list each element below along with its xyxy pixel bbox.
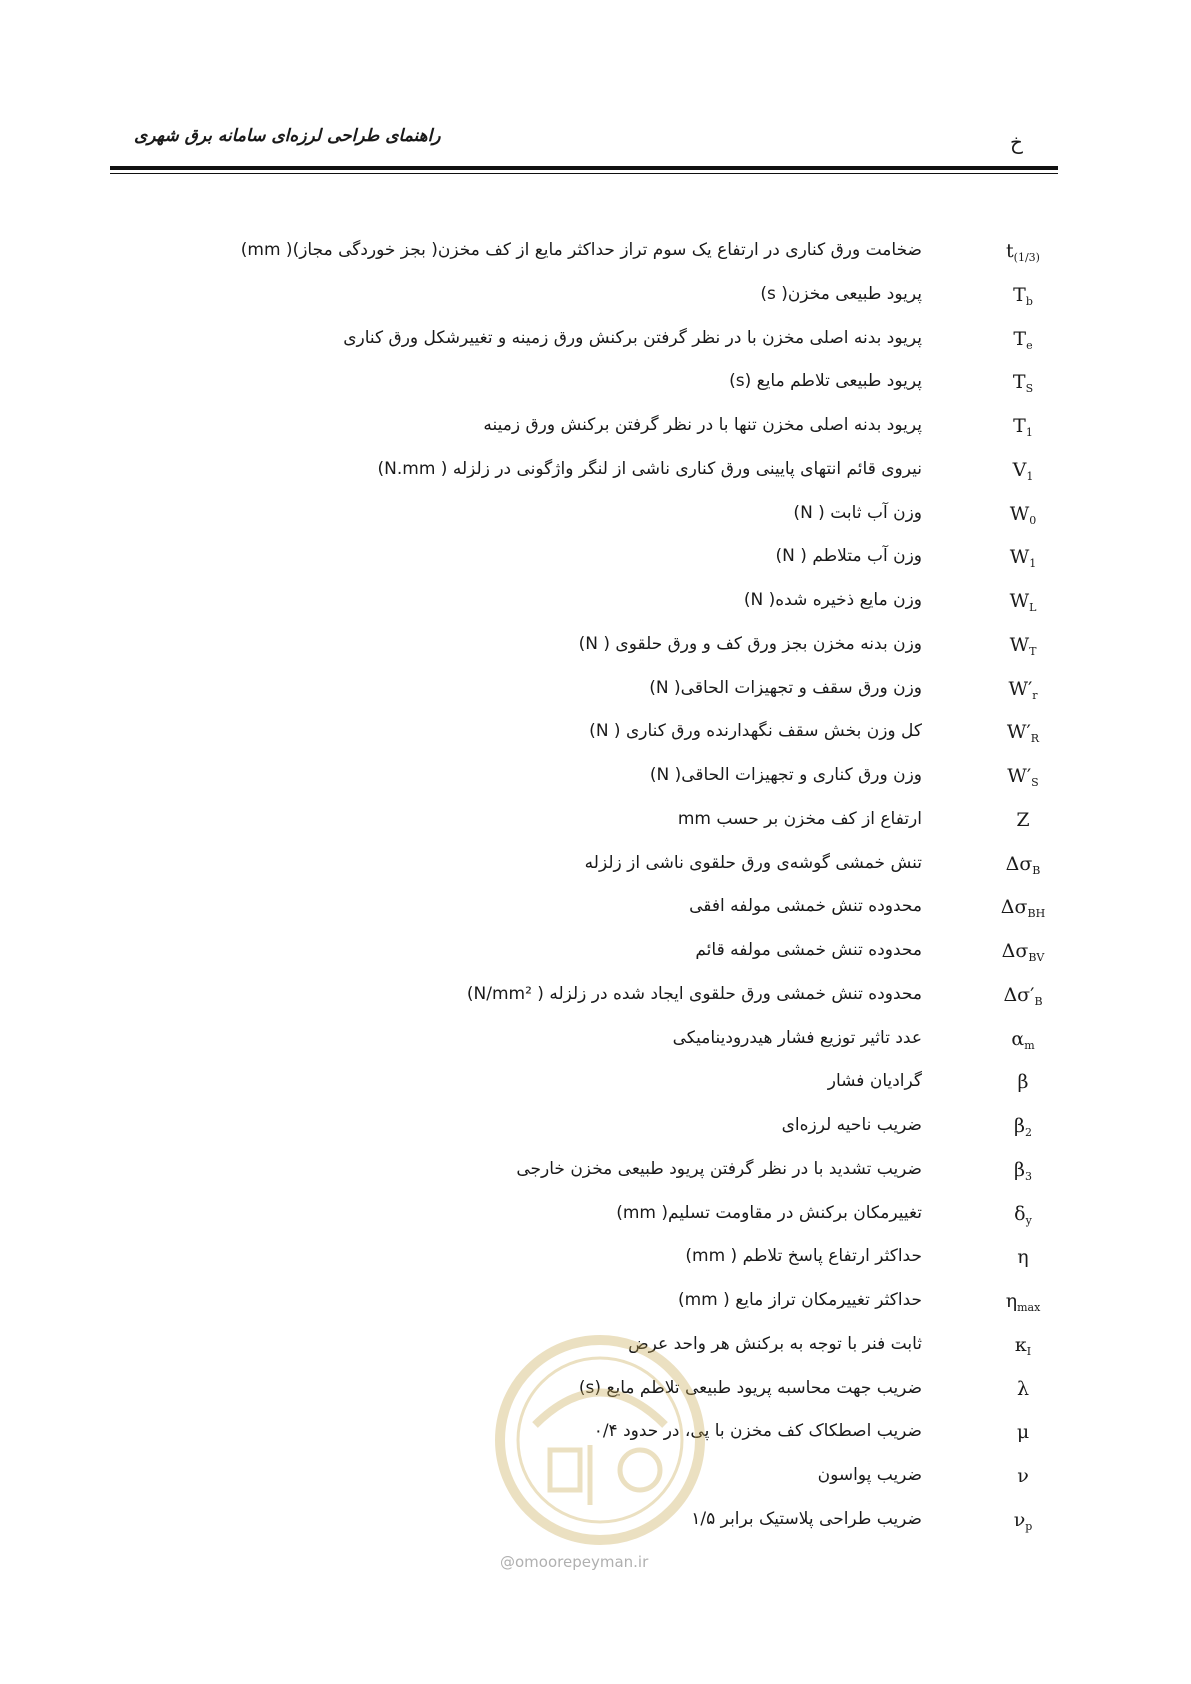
symbol-description: پریود بدنه اصلی مخزن با در نظر گرفتن برکنش ورق زمینه و تغییرشکل ورق کناری bbox=[343, 327, 922, 348]
symbol-description: ضریب طراحی پلاستیک برابر ۱/۵ bbox=[691, 1508, 922, 1529]
symbol-subscript: m bbox=[1024, 1038, 1035, 1052]
symbol bbox=[978, 240, 1068, 264]
symbol-base: W bbox=[1009, 633, 1030, 656]
symbol-base: λ bbox=[1016, 1377, 1030, 1400]
symbol-subscript: 1 bbox=[1029, 557, 1037, 571]
symbol-prime: ′ bbox=[1026, 721, 1031, 744]
symbol-base: T bbox=[1013, 415, 1026, 437]
symbol-row bbox=[150, 1508, 1033, 1553]
symbol-row bbox=[150, 1465, 1030, 1509]
symbol-subscript: 0 bbox=[1029, 513, 1037, 527]
symbol-base: W bbox=[1006, 721, 1027, 744]
symbol bbox=[978, 284, 1068, 308]
symbol-row bbox=[150, 327, 1033, 372]
symbol-row bbox=[150, 458, 1034, 503]
symbol-subscript: 1 bbox=[1026, 469, 1034, 483]
symbol-description: وزن ورق سقف و تجهیزات الحاقی( N) bbox=[649, 677, 922, 698]
symbol bbox=[978, 1115, 1068, 1139]
symbol-row bbox=[150, 677, 1038, 722]
symbol-subscript: S bbox=[1025, 382, 1034, 396]
symbol bbox=[978, 1465, 1068, 1487]
symbol-description: ارتفاع از کف مخزن بر حسب mm bbox=[677, 808, 922, 829]
symbol-base: κ bbox=[1014, 1333, 1027, 1356]
watermark-url: @omoorepeyman.ir bbox=[500, 1553, 649, 1571]
symbol-description: عدد تاثیر توزیع فشار هیدرودینامیکی bbox=[672, 1027, 922, 1048]
symbol bbox=[978, 1334, 1068, 1358]
symbol-row bbox=[150, 590, 1037, 634]
symbol-description: ضریب جهت محاسبه پریود طبیعی تلاطم مایع (s) bbox=[578, 1377, 922, 1398]
symbol-row bbox=[150, 1421, 1030, 1465]
symbol-row bbox=[150, 940, 1045, 984]
symbol-row bbox=[150, 1203, 1030, 1247]
symbol-description: گرادیان فشار bbox=[827, 1071, 922, 1092]
symbol bbox=[978, 678, 1068, 702]
symbol-row bbox=[150, 415, 1033, 459]
symbol bbox=[978, 896, 1068, 920]
symbol bbox=[978, 984, 1068, 1008]
symbol-subscript: r bbox=[1032, 688, 1038, 702]
symbol-base: β bbox=[1014, 1115, 1025, 1137]
symbol-base: T bbox=[1013, 327, 1027, 350]
symbol-row bbox=[150, 983, 1043, 1028]
symbol-base: η bbox=[1017, 1246, 1029, 1269]
symbol-subscript: p bbox=[1025, 1519, 1033, 1533]
symbol bbox=[978, 853, 1068, 877]
symbol-base: Δσ bbox=[1003, 983, 1031, 1006]
symbol-description: محدوده تنش خمشی مولفه افقی bbox=[689, 896, 922, 917]
symbol-description: نیروی قائم انتهای پایینی ورق کناری ناشی از لنگر واژگونی در زلزله ( N.mm) bbox=[377, 458, 922, 479]
symbol bbox=[978, 459, 1068, 483]
symbol-description: حداکثر تغییرمکان تراز مایع ( mm) bbox=[677, 1290, 922, 1310]
symbol-base: T bbox=[1013, 283, 1026, 306]
symbol-description: ضریب اصطکاک کف مخزن با پی، در حدود ۰/۴ bbox=[593, 1421, 922, 1442]
symbol-description: پریود بدنه اصلی مخزن تنها با در نظر گرفتن برکنش ورق زمینه bbox=[483, 415, 922, 435]
symbol-subscript: I bbox=[1026, 1344, 1032, 1358]
symbol-base: Δσ bbox=[1000, 896, 1028, 919]
symbol-row bbox=[150, 809, 1030, 853]
symbol-subscript: B bbox=[1032, 863, 1041, 877]
symbol-list bbox=[150, 240, 1046, 1553]
symbol-subscript: T bbox=[1029, 644, 1037, 658]
symbol bbox=[978, 371, 1068, 395]
symbol-row bbox=[150, 721, 1040, 765]
symbol-prime: ′ bbox=[1027, 677, 1033, 700]
symbol-description: ضریب تشدید با در نظر گرفتن پریود طبیعی مخزن خارجی bbox=[516, 1158, 922, 1179]
symbol-row bbox=[150, 502, 1037, 547]
symbol bbox=[978, 503, 1068, 527]
symbol bbox=[978, 634, 1068, 658]
symbol-subscript: y bbox=[1025, 1213, 1032, 1227]
symbol-row bbox=[150, 283, 1033, 328]
page-number: خ bbox=[1010, 130, 1023, 154]
symbol-description: وزن آب ثابت ( N) bbox=[793, 502, 922, 523]
symbol-prime: ′ bbox=[1026, 765, 1032, 787]
symbol-base: t bbox=[1006, 240, 1014, 262]
symbol-row bbox=[150, 852, 1041, 897]
symbol bbox=[978, 328, 1068, 352]
symbol bbox=[978, 1421, 1068, 1443]
symbol-subscript: (1/3) bbox=[1013, 251, 1040, 264]
symbol-description: پریود طبیعی مخزن( s) bbox=[760, 283, 922, 304]
symbol-description: حداکثر ارتفاع پاسخ تلاطم ( mm) bbox=[685, 1246, 922, 1267]
symbol-row bbox=[150, 633, 1037, 678]
symbol bbox=[978, 1071, 1068, 1093]
symbol-row bbox=[150, 1334, 1030, 1378]
symbol-description: ثابت فنر با توجه به برکنش هر واحد عرض bbox=[628, 1333, 922, 1354]
symbol-base: η bbox=[1005, 1290, 1018, 1312]
symbol-base: W bbox=[1007, 765, 1027, 787]
symbol bbox=[978, 1509, 1068, 1533]
symbol-subscript: e bbox=[1026, 338, 1033, 352]
symbol-base: W bbox=[1009, 590, 1030, 612]
symbol-description: وزن بدنه مخزن بجز ورق کف و ورق حلقوی ( N) bbox=[578, 633, 922, 654]
symbol-description: پریود طبیعی تلاطم مایع (s) bbox=[729, 371, 922, 392]
symbol-base: T bbox=[1012, 371, 1026, 394]
symbol-description: وزن ورق کناری و تجهیزات الحاقی( N) bbox=[649, 765, 922, 785]
symbol-row bbox=[150, 1246, 1030, 1290]
symbol-description: کل وزن بخش سقف نگهدارنده ورق کناری ( N) bbox=[589, 721, 922, 742]
symbol-description: ضخامت ورق کناری در ارتفاع یک سوم تراز حداکثر مایع از کف مخزن( بجز خوردگی مجاز)( mm) bbox=[240, 240, 922, 260]
symbol-subscript: S bbox=[1031, 776, 1039, 789]
symbol-subscript: R bbox=[1030, 732, 1040, 746]
symbol-row bbox=[150, 1115, 1030, 1159]
symbol-base: W bbox=[1009, 502, 1030, 525]
symbol-row bbox=[150, 1378, 1030, 1422]
symbol-prime: ′ bbox=[1030, 983, 1035, 1006]
symbol-row bbox=[150, 1159, 1030, 1203]
symbol-description: ضریب پواسون bbox=[817, 1465, 922, 1485]
symbol-row bbox=[150, 1071, 1030, 1115]
symbol-base: W bbox=[1008, 677, 1028, 700]
symbol bbox=[978, 590, 1068, 614]
symbol-subscript: 1 bbox=[1025, 426, 1033, 439]
symbol bbox=[978, 1028, 1068, 1052]
symbol-subscript: max bbox=[1017, 1301, 1041, 1314]
symbol-subscript: 3 bbox=[1024, 1169, 1032, 1183]
symbol-description: وزن مایع ذخیره شده( N) bbox=[743, 590, 922, 610]
header-rule-thin bbox=[110, 173, 1058, 174]
symbol-subscript: b bbox=[1025, 294, 1033, 308]
symbol-description: محدوده تنش خمشی مولفه قائم bbox=[695, 940, 922, 960]
symbol-description: ضریب ناحیه لرزه‌ای bbox=[781, 1115, 922, 1135]
symbol-base: W bbox=[1009, 546, 1030, 569]
symbol-base: β bbox=[1017, 1071, 1029, 1094]
symbol-base: μ bbox=[1016, 1421, 1030, 1444]
symbol bbox=[978, 1203, 1068, 1227]
symbol-row bbox=[150, 240, 1040, 284]
symbol-row bbox=[150, 765, 1039, 809]
symbol-base: Δσ bbox=[1005, 852, 1033, 875]
header-title: راهنمای طراحی لرزه‌ای سامانه برق شهری bbox=[134, 126, 441, 146]
symbol-description: تنش خمشی گوشه‌ی ورق حلقوی ناشی از زلزله bbox=[584, 852, 922, 873]
symbol-row bbox=[150, 1027, 1035, 1072]
symbol-description: تغییرمکان برکنش در مقاومت تسلیم( mm) bbox=[616, 1202, 922, 1223]
symbol-base: β bbox=[1014, 1158, 1025, 1181]
symbol bbox=[978, 765, 1068, 789]
symbol-base: Δσ bbox=[1001, 940, 1029, 962]
symbol bbox=[978, 1290, 1068, 1314]
symbol bbox=[978, 940, 1068, 964]
symbol bbox=[978, 1246, 1068, 1268]
symbol-subscript: L bbox=[1029, 601, 1037, 614]
symbol-row bbox=[150, 546, 1037, 590]
symbol-base: δ bbox=[1014, 1202, 1026, 1225]
symbol bbox=[978, 1378, 1068, 1400]
symbol-row bbox=[150, 1290, 1041, 1334]
symbol-base: α bbox=[1011, 1027, 1025, 1050]
symbol bbox=[978, 721, 1068, 745]
symbol-row bbox=[150, 896, 1046, 940]
symbol bbox=[978, 546, 1068, 570]
symbol-base: ν bbox=[1017, 1465, 1029, 1487]
symbol-subscript: BV bbox=[1028, 951, 1045, 964]
symbol-description: محدوده تنش خمشی ورق حلقوی ایجاد شده در زلزله ( N/mm²) bbox=[466, 983, 922, 1004]
symbol-subscript: B bbox=[1034, 994, 1043, 1008]
symbol bbox=[978, 1159, 1068, 1183]
symbol-description: وزن آب متلاطم ( N) bbox=[775, 546, 922, 567]
symbol bbox=[978, 809, 1068, 831]
symbol bbox=[978, 415, 1068, 439]
symbol-subscript: 2 bbox=[1024, 1126, 1032, 1139]
symbol-subscript: BH bbox=[1027, 907, 1046, 921]
symbol-base: Z bbox=[1016, 808, 1030, 831]
header-rule bbox=[110, 166, 1058, 170]
symbol-base: V bbox=[1012, 458, 1027, 481]
symbol-row bbox=[150, 371, 1034, 415]
symbol-base: ν bbox=[1013, 1508, 1026, 1531]
